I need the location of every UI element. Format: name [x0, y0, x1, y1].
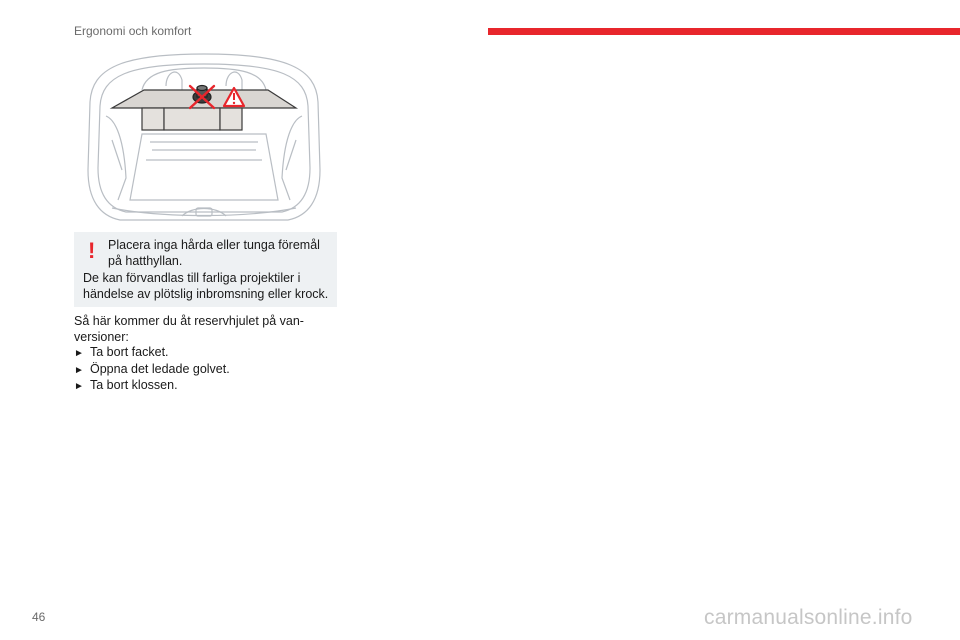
- instruction-step: ► Ta bort klossen.: [74, 378, 339, 395]
- instruction-step: ► Ta bort facket.: [74, 345, 339, 362]
- exclamation-icon: !: [88, 238, 96, 263]
- instructions-intro: Så här kommer du åt reservhjulet på van-versioner:: [74, 314, 304, 344]
- arrow-bullet-icon: ►: [74, 348, 84, 359]
- warning-notice: [74, 232, 337, 307]
- page-number: 46: [32, 610, 46, 624]
- spare-wheel-instructions: [74, 314, 339, 395]
- warning-text-primary: Placera inga hårda eller tunga föremål på hatthyllan.: [108, 238, 320, 268]
- header-accent-rule: [488, 28, 960, 35]
- warning-text-secondary: De kan förvandlas till farliga projektiler i händelse av plötslig inbromsning eller krock.: [83, 271, 329, 301]
- section-title: Ergonomi och komfort: [74, 24, 192, 38]
- watermark: carmanualsonline.info: [704, 606, 913, 629]
- arrow-bullet-icon: ►: [74, 364, 84, 376]
- arrow-bullet-icon: ►: [74, 381, 84, 392]
- boot-illustration: [82, 50, 326, 228]
- instruction-step: ► Öppna det ledade golvet.: [74, 362, 339, 379]
